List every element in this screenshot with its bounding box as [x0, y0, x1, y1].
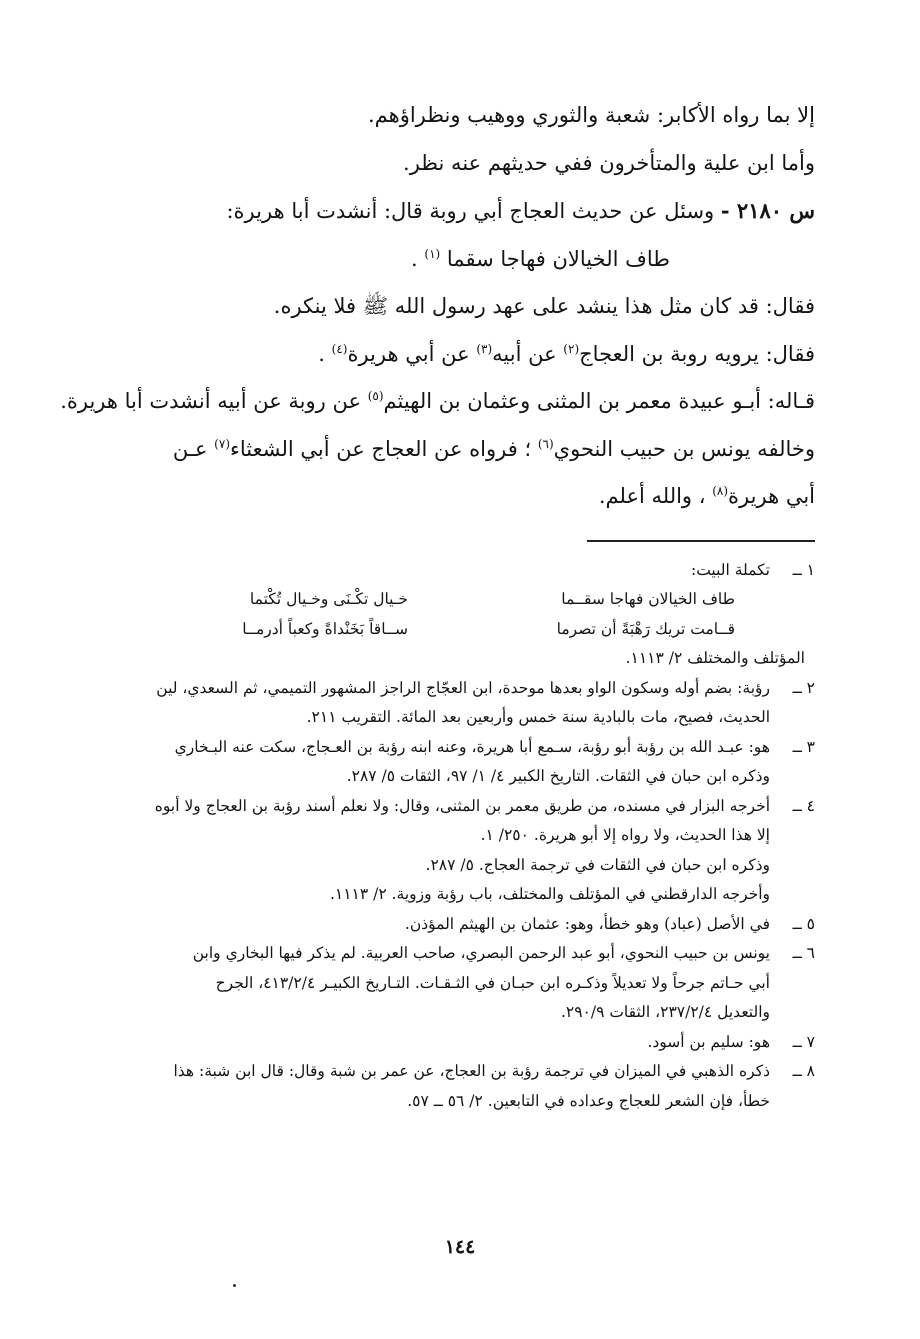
footnote-number: ٤ ــ	[792, 796, 815, 815]
footnote-ref: (٦)	[537, 436, 554, 451]
verse-row	[70, 615, 815, 645]
question-line: س ٢١٨٠ - وسئل عن حديث العجاج أبي روبة قال: أنشدت أبا هريرة:	[226, 198, 815, 223]
footnote-5	[70, 910, 815, 940]
verse-hemistich: ســاقاً بَخَنْداةً وكعباً أدرمــا	[242, 619, 408, 638]
verse-hemistich: خـيال تكْـنَى وخـيال تُكْتما	[249, 590, 408, 608]
footnote-4	[70, 792, 815, 910]
verse-row	[70, 585, 815, 615]
footnote-ref: (١)	[424, 246, 441, 261]
footnote-text: الحديث، فصيح، مات بالبادية سنة خمس وأربعين بعد المائة. التقريب ٢١١.	[306, 708, 770, 726]
text-line: أبي هريرة$^{(٨)}$ ، والله أعلم.	[598, 484, 815, 508]
footnote-text: أخرجه البزار في مسنده، من طريق معمر بن المثنى، وقال: ولا نعلم أسند رؤبة بن العجاج ولا أبوه	[154, 796, 770, 815]
text-line: إلا بما رواه الأكابر: شعبة والثوري ووهيب ونظراؤهم.	[367, 103, 815, 127]
footnote-ref: (٣)	[476, 341, 493, 356]
footnote-ref: (٨)	[712, 484, 729, 498]
footnote-ref: (٥)	[367, 389, 384, 403]
footnote-text: وأخرجه الدارقطني في المؤتلف والمختلف، باب رؤبة وزوية. ٢/ ١١١٣.	[329, 885, 770, 903]
footnote-2	[70, 674, 815, 733]
footnote-7	[70, 1028, 815, 1058]
footnotes	[70, 556, 815, 1117]
footnote-number: ٥ ــ	[792, 914, 815, 933]
text-line: فقال: قد كان مثل هذا ينشد على عهد رسول الله ﷺ فلا ينكره.	[273, 294, 815, 318]
verse-source: المؤتلف والمختلف ٢/ ١١١٣.	[625, 649, 805, 667]
footnote-number: ٢ ــ	[792, 678, 815, 697]
footnote-8	[70, 1057, 815, 1116]
footnote-ref: (٤)	[331, 341, 348, 356]
verse-hemistich: طاف الخيالان فهاجا سقــما	[561, 590, 735, 608]
footnote-text: إلا هذا الحديث، ولا رواه إلا أبو هريرة. ٢٥٠/ ١.	[480, 826, 770, 844]
footnote-text: ذكره الذهبي في الميزان في ترجمة رؤبة بن العجاج، عن عمر بن شبة وقال: قال ابن شبة: هذا	[173, 1062, 770, 1080]
footnote-number: ٧ ــ	[792, 1032, 815, 1051]
text-line: وأما ابن علية والمتأخرون ففي حديثهم عنه نظر.	[403, 150, 815, 175]
page	[60, 92, 815, 1116]
verse-line: طاف الخيالان فهاجا سقما $^{(١)}$ .	[411, 246, 670, 271]
footnote-text: خطأ، فإن الشعر للعجاج وعداده في التابعين. ٢/ ٥٦ ــ ٥٧.	[407, 1091, 770, 1110]
footnote-text: تكملة البيت:	[690, 560, 770, 579]
text-line: قـاله: أبـو عبيدة معمر بن المثنى وعثمان بن الهيثم$^{(٥)}$ عن روبة عن أبيه أنشدت أبا هريرة.	[60, 389, 815, 413]
footnote-6	[70, 939, 815, 1028]
footnote-separator	[587, 540, 815, 542]
question-number: س ٢١٨٠ -	[720, 198, 815, 223]
footnote-text: وذكره ابن حبان في الثقات. التاريخ الكبير ٤/ ١/ ٩٧، الثقات ٥/ ٢٨٧.	[346, 767, 770, 785]
main-text	[60, 92, 815, 521]
footnote-text: والتعديل ٢٣٧/٢/٤، الثقات ٢٩٠/٩.	[560, 1003, 770, 1021]
footnote-text: وذكره ابن حبان في الثقات في ترجمة العجاج. ٥/ ٢٨٧.	[425, 855, 770, 874]
footnote-text: أبي حـاتم جرحاً ولا تعديلاً وذكـره ابن حبـان في الثـقـات. التـاريخ الكبيـر ٤١٣/٢/٤، الجرح	[215, 973, 770, 992]
footnote-ref: (٢)	[563, 341, 580, 356]
page-number: ١٤٤	[444, 1236, 476, 1258]
footnote-number: ١ ــ	[792, 560, 815, 579]
footnote-ref: (٧)	[214, 436, 230, 451]
footnote-text: رؤبة: بضم أوله وسكون الواو بعدها موحدة، ابن العجّاج الراجز المشهور التميمي، ثم السعدي، لين	[156, 678, 770, 697]
footnote-text: هو: عبـد الله بن رؤبة أبو رؤبة، سـمع أبا هريرة، وعنه ابنه رؤبة بن العـجاج، سكت عنه البـخاري	[174, 737, 770, 756]
text-line: فقال: يرويه روبة بن العجاج$^{(٢)}$ عن أبيه$^{(٣)}$ عن أبي هريرة$^{(٤)}$ .	[318, 341, 815, 366]
footnote-number: ٨ ــ	[792, 1062, 815, 1080]
footnote-number: ٦ ــ	[792, 944, 815, 962]
footnote-1	[70, 556, 815, 586]
text-line: وخالفه يونس بن حبيب النحوي$^{(٦)}$ ؛ فرواه عن العجاج عن أبي الشعثاء$^{(٧)}$ عـن	[172, 436, 815, 461]
footnote-text: في الأصل (عباد) وهو خطأ، وهو: عثمان بن الهيثم المؤذن.	[404, 914, 770, 933]
footnote-text: يونس بن حبيب النحوي، أبو عبد الرحمن البصري، صاحب العربية. لم يذكر فيها البخاري وابن	[192, 944, 770, 962]
footnote-text: هو: سليم بن أسود.	[647, 1032, 770, 1051]
footnote-number: ٣ ــ	[792, 737, 815, 756]
verse-hemistich: قــامت تريك رَهْبَةً أن تصرما	[556, 619, 735, 638]
footnote-3	[70, 733, 815, 792]
scan-speck	[233, 1284, 236, 1287]
